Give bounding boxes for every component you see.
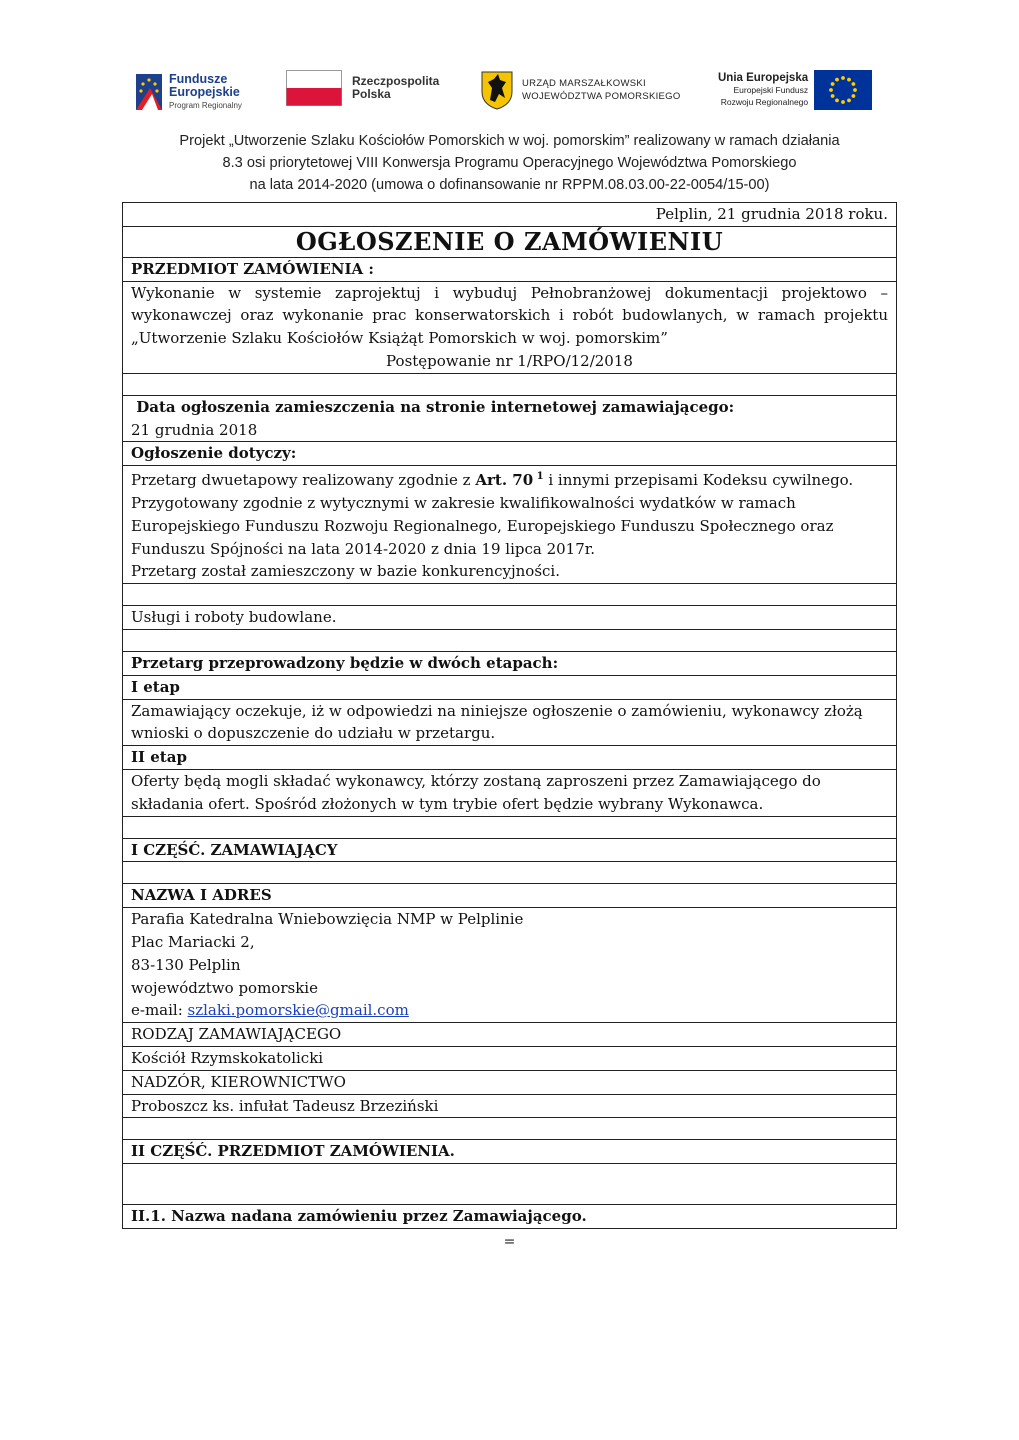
- polish-flag-icon: [286, 70, 342, 106]
- concerns-superscript: 1: [533, 471, 544, 483]
- eu-flag-icon: [814, 70, 872, 110]
- griffin-crest-icon: [480, 70, 514, 110]
- spacer-row: [123, 373, 897, 395]
- um-line1: URZĄD MARSZAŁKOWSKI: [522, 78, 646, 89]
- name-given-heading: II.1. Nazwa nadana zamówieniu przez Zamawiającego.: [123, 1205, 897, 1229]
- fundusze-europejskie-icon: [134, 70, 164, 114]
- spacer-row: [123, 862, 897, 884]
- spacer-row: [123, 629, 897, 651]
- um-line2: WOJEWÓDZTWA POMORSKIEGO: [522, 91, 681, 102]
- ue-line2: Europejski Fundusz: [733, 85, 809, 95]
- address-line3: 83-130 Pelplin: [131, 955, 241, 974]
- concerns-text-after: i innymi przepisami Kodeksu cywilnego. Przygotowany zgodnie z wytycznymi w zakresie kwalifikowalności wydatków w ramach Europejskiego Funduszu Rozwoju Regionalnego, Europejskiego Funduszu Społecznego oraz Funduszu Spójności na lata 2014-2020 z dnia 19 lipca 2017r.: [131, 471, 854, 558]
- fe-line3: Program Regionalny: [169, 100, 242, 110]
- subject-text: Wykonanie w systemie zaprojektuj i wybuduj Pełnobranżowej dokumentacji projektowo – wykonawczej oraz wykonanie prac konserwatorskich i robót budowlanych, w ramach projektu „Utworzenie Szlaku Kościołów Książąt Pomorskich w woj. pomorskim”: [131, 283, 888, 348]
- stages-heading: Przetarg przeprowadzony będzie w dwóch etapach:: [123, 651, 897, 675]
- email-link[interactable]: szlaki.pomorskie@gmail.com: [187, 1001, 409, 1020]
- supervision-heading: NADZÓR, KIEROWNICTWO: [123, 1070, 897, 1094]
- project-header-line3: na lata 2014-2020 (umowa o dofinansowanie nr RPPM.08.03.00-22-0054/15-00): [249, 177, 770, 193]
- stage1-heading: I etap: [123, 675, 897, 699]
- date-place: Pelplin, 21 grudnia 2018 roku.: [123, 203, 897, 227]
- rp-line1: Rzeczpospolita: [352, 74, 440, 88]
- rzeczpospolita-logo: [286, 70, 439, 106]
- ue-line1: Unia Europejska: [718, 72, 809, 84]
- spacer-row: [123, 584, 897, 606]
- spacer-row: [123, 1118, 897, 1140]
- project-header-line2: 8.3 osi priorytetowej VIII Konwersja Programu Operacyjnego Województwa Pomorskiego: [222, 155, 797, 171]
- concerns-cell: [123, 466, 897, 584]
- document-title: OGŁOSZENIE O ZAMÓWIENIU: [123, 226, 897, 257]
- urzad-marszalkowski-logo: [480, 70, 681, 110]
- concerns-heading: Ogłoszenie dotyczy:: [123, 442, 897, 466]
- logo-bar: [128, 70, 888, 120]
- type-heading: RODZAJ ZAMAWIAJĄCEGO: [123, 1023, 897, 1047]
- publication-cell: [123, 395, 897, 442]
- stage2-text: Oferty będą mogli składać wykonawcy, którzy zostaną zaproszeni przez Zamawiającego do składania ofert. Spośród złożonych w tym trybie ofert będzie wybrany Wykonawca.: [123, 769, 897, 816]
- stage1-text: Zamawiający oczekuje, iż w odpowiedzi na niniejsze ogłoszenie o zamówieniu, wykonawcy złożą wnioski o dopuszczenie do udziału w przetargu.: [123, 699, 897, 746]
- supervision-value: Proboszcz ks. infułat Tadeusz Brzeziński: [123, 1094, 897, 1118]
- part2-heading: II CZĘŚĆ. PRZEDMIOT ZAMÓWIENIA.: [123, 1140, 897, 1164]
- address-line2: Plac Mariacki 2,: [131, 932, 255, 951]
- announcement-table: [122, 202, 897, 1229]
- spacer-row: [123, 1164, 897, 1205]
- address-cell: [123, 908, 897, 1023]
- publication-date: 21 grudnia 2018: [131, 420, 258, 439]
- name-address-heading: NAZWA I ADRES: [123, 884, 897, 908]
- concerns-text: [131, 466, 888, 560]
- fe-line2: Europejskie: [169, 84, 240, 99]
- rp-line2: Polska: [352, 87, 391, 101]
- email-label: e-mail:: [131, 1001, 188, 1020]
- footer-mark: =: [503, 1234, 516, 1250]
- address-line4: województwo pomorskie: [131, 978, 318, 997]
- proceeding-number: Postępowanie nr 1/RPO/12/2018: [386, 351, 633, 370]
- stage2-heading: II etap: [123, 746, 897, 770]
- project-header: [122, 130, 897, 196]
- ue-line3: Rozwoju Regionalnego: [720, 97, 809, 107]
- subject-heading: PRZEDMIOT ZAMÓWIENIA :: [123, 257, 897, 281]
- fundusze-europejskie-logo: [134, 70, 242, 114]
- spacer-row: [123, 816, 897, 838]
- subject-cell: [123, 281, 897, 373]
- email-row: [131, 999, 888, 1022]
- address-line1: Parafia Katedralna Wniebowzięcia NMP w Pelplinie: [131, 910, 524, 929]
- concerns-text-2: Przetarg został zamieszczony w bazie konkurencyjności.: [131, 562, 560, 581]
- unia-europejska-logo: [718, 70, 872, 110]
- concerns-article: Art. 70: [475, 471, 534, 490]
- fe-line1: Fundusze: [169, 71, 228, 86]
- concerns-text-before: Przetarg dwuetapowy realizowany zgodnie z: [131, 471, 476, 490]
- part1-heading: I CZĘŚĆ. ZAMAWIAJĄCY: [123, 838, 897, 862]
- services-cell: Usługi i roboty budowlane.: [123, 606, 897, 630]
- publication-heading: Data ogłoszenia zamieszczenia na stronie internetowej zamawiającego:: [131, 397, 735, 416]
- type-value: Kościół Rzymskokatolicki: [123, 1046, 897, 1070]
- project-header-line1: Projekt „Utworzenie Szlaku Kościołów Pomorskich w woj. pomorskim” realizowany w ramach działania: [179, 133, 840, 149]
